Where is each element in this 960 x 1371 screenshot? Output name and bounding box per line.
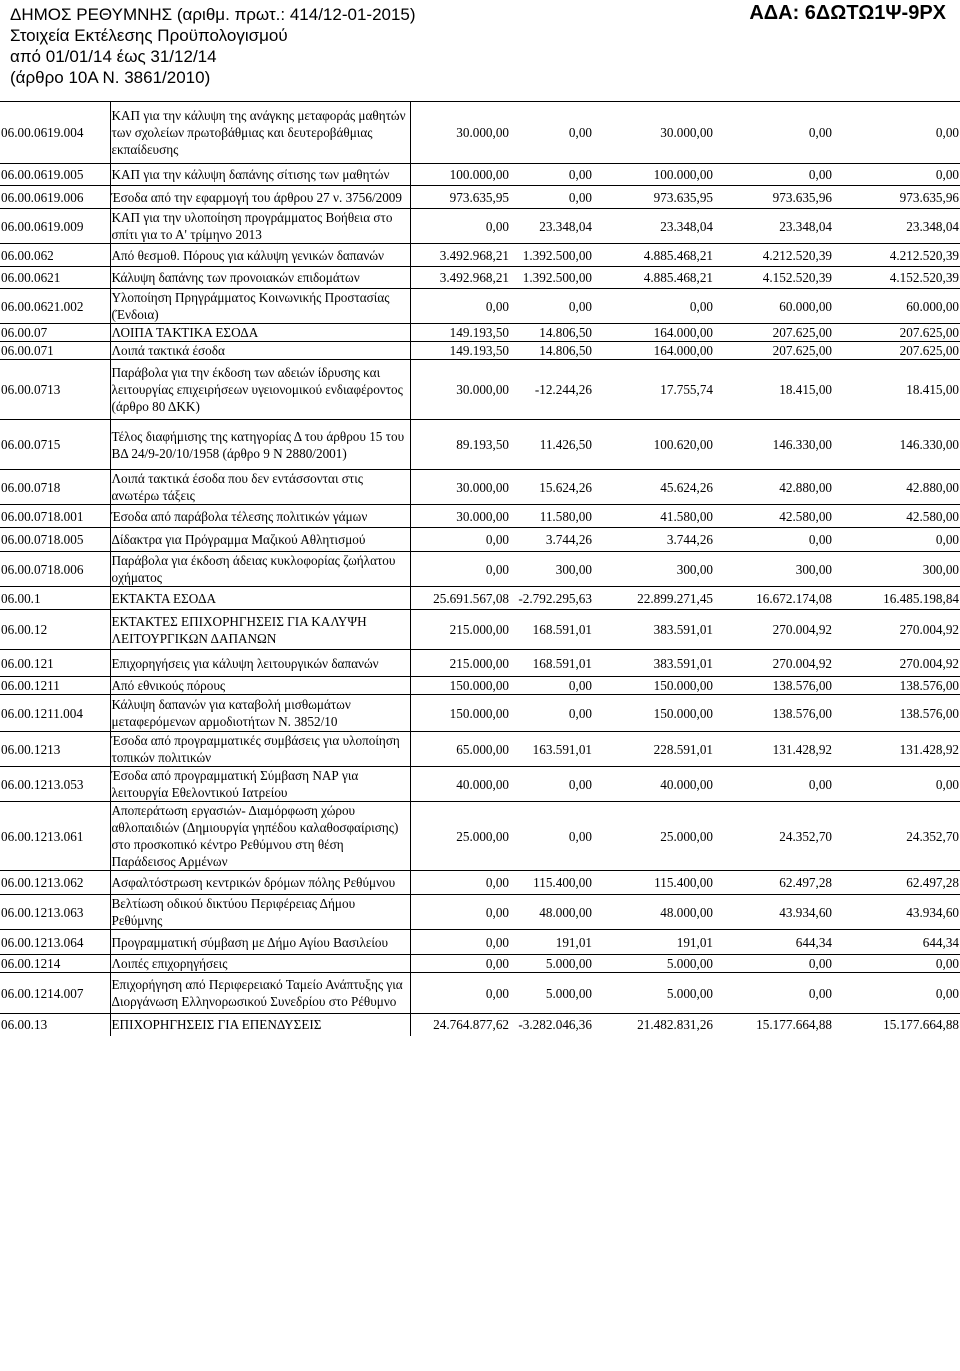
row-code: 06.00.1214: [0, 955, 110, 973]
value-collected: 973.635,96: [833, 186, 960, 209]
value-assessed: 0,00: [714, 102, 833, 164]
report-period: από 01/01/14 έως 31/12/14: [10, 47, 217, 66]
value-assessed: 60.000,00: [714, 289, 833, 324]
value-change: 168.591,01: [510, 650, 593, 677]
value-assessed: 15.177.664,88: [714, 1014, 833, 1036]
value-revised: 164.000,00: [593, 324, 714, 342]
value-revised: 300,00: [593, 552, 714, 587]
value-budgeted: 973.635,95: [410, 186, 510, 209]
value-assessed: 42.880,00: [714, 470, 833, 505]
value-collected: 300,00: [833, 552, 960, 587]
table-row: [0, 930, 960, 955]
value-change: 300,00: [510, 552, 593, 587]
value-collected: 23.348,04: [833, 209, 960, 244]
row-description: Επιχορηγήσεις για κάλυψη λειτουργικών δαπανών: [110, 650, 410, 677]
table-row: [0, 470, 960, 505]
value-budgeted: 25.000,00: [410, 802, 510, 871]
row-description: ΚΑΠ για την υλοποίηση προγράμματος Βοήθεια στο σπίτι για το Α' τρίμηνο 2013: [110, 209, 410, 244]
row-code: 06.00.0619.006: [0, 186, 110, 209]
row-description: Επιχορήγηση από Περιφερειακό Ταμείο Ανάπτυξης για Διοργάνωση Ελληνορωσικού Συνεδρίου στο Ρέθυμνο: [110, 973, 410, 1014]
table-row: [0, 695, 960, 732]
value-budgeted: 0,00: [410, 955, 510, 973]
row-code: 06.00.12: [0, 610, 110, 650]
table-row: [0, 895, 960, 930]
table-row: [0, 1014, 960, 1036]
value-budgeted: 89.193,50: [410, 420, 510, 470]
value-collected: 270.004,92: [833, 650, 960, 677]
value-budgeted: 30.000,00: [410, 470, 510, 505]
value-assessed: 0,00: [714, 973, 833, 1014]
value-assessed: 18.415,00: [714, 360, 833, 420]
value-collected: 0,00: [833, 528, 960, 552]
value-budgeted: 215.000,00: [410, 610, 510, 650]
value-change: 0,00: [510, 289, 593, 324]
row-description: Δίδακτρα για Πρόγραμμα Μαζικού Αθλητισμού: [110, 528, 410, 552]
value-collected: 138.576,00: [833, 695, 960, 732]
value-change: 23.348,04: [510, 209, 593, 244]
value-collected: 138.576,00: [833, 677, 960, 695]
row-code: 06.00.062: [0, 244, 110, 267]
value-assessed: 138.576,00: [714, 695, 833, 732]
value-budgeted: 30.000,00: [410, 102, 510, 164]
row-description: Λοιπά τακτικά έσοδα που δεν εντάσσονται στις ανωτέρω τάξεις: [110, 470, 410, 505]
value-collected: 60.000,00: [833, 289, 960, 324]
row-code: 06.00.071: [0, 342, 110, 360]
row-description: Έσοδα από την εφαρμογή του άρθρου 27 ν. 3756/2009: [110, 186, 410, 209]
value-revised: 115.400,00: [593, 871, 714, 895]
row-description: Κάλυψη δαπανών για καταβολή μισθωμάτων μεταφερόμενων αρμοδιοτήτων Ν. 3852/10: [110, 695, 410, 732]
value-revised: 41.580,00: [593, 505, 714, 528]
value-assessed: 146.330,00: [714, 420, 833, 470]
value-assessed: 300,00: [714, 552, 833, 587]
value-revised: 5.000,00: [593, 955, 714, 973]
report-title: Στοιχεία Εκτέλεσης Προϋπολογισμού: [10, 26, 288, 45]
row-description: ΕΚΤΑΚΤΑ ΕΣΟΔΑ: [110, 587, 410, 610]
row-description: Υλοποίηση Πρηγράμματος Κοινωνικής Προστασίας (Ένδοια): [110, 289, 410, 324]
value-assessed: 207.625,00: [714, 342, 833, 360]
row-description: Κάλυψη δαπάνης των προνοιακών επιδομάτων: [110, 267, 410, 289]
value-change: 1.392.500,00: [510, 267, 593, 289]
table-row: [0, 244, 960, 267]
value-revised: 150.000,00: [593, 695, 714, 732]
value-change: 48.000,00: [510, 895, 593, 930]
value-assessed: 62.497,28: [714, 871, 833, 895]
value-change: 168.591,01: [510, 610, 593, 650]
value-collected: 146.330,00: [833, 420, 960, 470]
value-revised: 40.000,00: [593, 767, 714, 802]
table-row: [0, 650, 960, 677]
value-budgeted: 0,00: [410, 895, 510, 930]
value-collected: 0,00: [833, 955, 960, 973]
value-change: -3.282.046,36: [510, 1014, 593, 1036]
table-row: [0, 767, 960, 802]
table-row: [0, 360, 960, 420]
value-revised: 30.000,00: [593, 102, 714, 164]
table-row: [0, 677, 960, 695]
value-collected: 18.415,00: [833, 360, 960, 420]
value-collected: 16.485.198,84: [833, 587, 960, 610]
value-assessed: 138.576,00: [714, 677, 833, 695]
value-change: 0,00: [510, 767, 593, 802]
value-revised: 4.885.468,21: [593, 267, 714, 289]
value-change: 0,00: [510, 677, 593, 695]
page-header: [0, 0, 960, 96]
row-description: ΛΟΙΠΑ ΤΑΚΤΙΚΑ ΕΣΟΔΑ: [110, 324, 410, 342]
table-row: [0, 732, 960, 767]
value-assessed: 4.212.520,39: [714, 244, 833, 267]
value-revised: 383.591,01: [593, 650, 714, 677]
row-description: Βελτίωση οδικού δικτύου Περιφέρειας Δήμου Ρεθύμνης: [110, 895, 410, 930]
row-code: 06.00.0619.009: [0, 209, 110, 244]
value-budgeted: 149.193,50: [410, 342, 510, 360]
row-description: Έσοδα από προγραμματικές συμβάσεις για υλοποίηση τοπικών πολιτικών: [110, 732, 410, 767]
row-code: 06.00.0619.004: [0, 102, 110, 164]
value-budgeted: 0,00: [410, 209, 510, 244]
table-row: [0, 342, 960, 360]
value-budgeted: 0,00: [410, 973, 510, 1014]
table-row: [0, 420, 960, 470]
value-collected: 131.428,92: [833, 732, 960, 767]
row-code: 06.00.1213.053: [0, 767, 110, 802]
value-assessed: 42.580,00: [714, 505, 833, 528]
value-change: -12.244,26: [510, 360, 593, 420]
row-code: 06.00.13: [0, 1014, 110, 1036]
value-change: 14.806,50: [510, 324, 593, 342]
value-collected: 42.880,00: [833, 470, 960, 505]
value-change: 191,01: [510, 930, 593, 955]
value-revised: 973.635,95: [593, 186, 714, 209]
row-code: 06.00.0621.002: [0, 289, 110, 324]
row-code: 06.00.1213.061: [0, 802, 110, 871]
row-code: 06.00.1213: [0, 732, 110, 767]
table-row: [0, 871, 960, 895]
value-collected: 644,34: [833, 930, 960, 955]
table-row: [0, 209, 960, 244]
value-budgeted: 0,00: [410, 552, 510, 587]
value-revised: 45.624,26: [593, 470, 714, 505]
value-revised: 383.591,01: [593, 610, 714, 650]
value-revised: 21.482.831,26: [593, 1014, 714, 1036]
table-row: [0, 289, 960, 324]
row-description: Λοιπές επιχορηγήσεις: [110, 955, 410, 973]
value-budgeted: 65.000,00: [410, 732, 510, 767]
row-code: 06.00.1: [0, 587, 110, 610]
value-change: 163.591,01: [510, 732, 593, 767]
value-budgeted: 215.000,00: [410, 650, 510, 677]
table-row: [0, 973, 960, 1014]
row-description: Έσοδα από παράβολα τέλεσης πολιτικών γάμων: [110, 505, 410, 528]
row-code: 06.00.0621: [0, 267, 110, 289]
value-change: -2.792.295,63: [510, 587, 593, 610]
value-budgeted: 150.000,00: [410, 677, 510, 695]
table-row: [0, 324, 960, 342]
value-change: 0,00: [510, 695, 593, 732]
table-row: [0, 587, 960, 610]
value-revised: 0,00: [593, 289, 714, 324]
value-budgeted: 0,00: [410, 528, 510, 552]
value-change: 1.392.500,00: [510, 244, 593, 267]
value-revised: 4.885.468,21: [593, 244, 714, 267]
row-code: 06.00.1213.064: [0, 930, 110, 955]
row-description: ΚΑΠ για την κάλυψη δαπάνης σίτισης των μαθητών: [110, 164, 410, 186]
value-change: 14.806,50: [510, 342, 593, 360]
value-assessed: 0,00: [714, 528, 833, 552]
value-budgeted: 0,00: [410, 930, 510, 955]
law-reference: (άρθρο 10Α Ν. 3861/2010): [10, 68, 211, 87]
row-description: Έσοδα από προγραμματική Σύμβαση ΝΑΡ για λειτουργία Εθελοντικού Ιατρείου: [110, 767, 410, 802]
value-collected: 42.580,00: [833, 505, 960, 528]
table-row: [0, 528, 960, 552]
row-code: 06.00.1211: [0, 677, 110, 695]
ada-code: ΑΔΑ: 6ΔΩΤΩ1Ψ-9ΡΧ: [749, 2, 946, 24]
value-assessed: 973.635,96: [714, 186, 833, 209]
row-description: Τέλος διαφήμισης της κατηγορίας Δ του άρθρου 15 του ΒΔ 24/9-20/10/1958 (άρθρο 9 Ν 2880/2001): [110, 420, 410, 470]
value-assessed: 644,34: [714, 930, 833, 955]
value-budgeted: 40.000,00: [410, 767, 510, 802]
value-collected: 207.625,00: [833, 342, 960, 360]
value-budgeted: 149.193,50: [410, 324, 510, 342]
value-collected: 24.352,70: [833, 802, 960, 871]
row-code: 06.00.121: [0, 650, 110, 677]
value-revised: 100.620,00: [593, 420, 714, 470]
value-budgeted: 30.000,00: [410, 360, 510, 420]
table-row: [0, 802, 960, 871]
value-collected: 207.625,00: [833, 324, 960, 342]
row-code: 06.00.07: [0, 324, 110, 342]
value-collected: 4.152.520,39: [833, 267, 960, 289]
municipality-title: ΔΗΜΟΣ ΡΕΘΥΜΝΗΣ (αριθμ. πρωτ.: 414/12-01-2015): [10, 5, 416, 24]
value-revised: 164.000,00: [593, 342, 714, 360]
value-assessed: 23.348,04: [714, 209, 833, 244]
value-change: 0,00: [510, 164, 593, 186]
value-revised: 22.899.271,45: [593, 587, 714, 610]
table-row: [0, 186, 960, 209]
value-revised: 23.348,04: [593, 209, 714, 244]
table-row: [0, 164, 960, 186]
value-assessed: 0,00: [714, 164, 833, 186]
value-budgeted: 25.691.567,08: [410, 587, 510, 610]
value-budgeted: 100.000,00: [410, 164, 510, 186]
row-description: Από εθνικούς πόρους: [110, 677, 410, 695]
header-left: [10, 4, 416, 88]
value-budgeted: 0,00: [410, 289, 510, 324]
value-revised: 3.744,26: [593, 528, 714, 552]
value-collected: 43.934,60: [833, 895, 960, 930]
value-assessed: 43.934,60: [714, 895, 833, 930]
value-collected: 0,00: [833, 767, 960, 802]
value-change: 115.400,00: [510, 871, 593, 895]
row-description: Από θεσμοθ. Πόρους για κάλυψη γενικών δαπανών: [110, 244, 410, 267]
value-assessed: 4.152.520,39: [714, 267, 833, 289]
value-revised: 228.591,01: [593, 732, 714, 767]
value-collected: 15.177.664,88: [833, 1014, 960, 1036]
row-description: Αποπεράτωση εργασιών- Διαμόρφωση χώρου αθλοπαιδιών (Δημιουργία γηπέδου καλαθοσφαίρισης) στο προσκοπικό κέντρο Ρεθύμνου στη θέση Παράδεισος Αρμένων: [110, 802, 410, 871]
table-row: [0, 955, 960, 973]
value-change: 15.624,26: [510, 470, 593, 505]
value-collected: 4.212.520,39: [833, 244, 960, 267]
row-description: ΕΚΤΑΚΤΕΣ ΕΠΙΧΟΡΗΓΗΣΕΙΣ ΓΙΑ ΚΑΛΥΨΗ ΛΕΙΤΟΥΡΓΙΚΩΝ ΔΑΠΑΝΩΝ: [110, 610, 410, 650]
row-description: Προγραμματική σύμβαση με Δήμο Αγίου Βασιλείου: [110, 930, 410, 955]
value-assessed: 207.625,00: [714, 324, 833, 342]
value-change: 5.000,00: [510, 955, 593, 973]
row-code: 06.00.0715: [0, 420, 110, 470]
row-description: ΚΑΠ για την κάλυψη της ανάγκης μεταφοράς μαθητών των σχολείων πρωτοβάθμιας και δευτεροβάθμιας εκπαίδευσης: [110, 102, 410, 164]
row-code: 06.00.0718: [0, 470, 110, 505]
table-row: [0, 505, 960, 528]
row-description: Ασφαλτόστρωση κεντρικών δρόμων πόλης Ρεθύμνου: [110, 871, 410, 895]
row-description: Παράβολα για έκδοση άδειας κυκλοφορίας ζωήλατου οχήματος: [110, 552, 410, 587]
value-revised: 48.000,00: [593, 895, 714, 930]
value-change: 0,00: [510, 186, 593, 209]
row-code: 06.00.1211.004: [0, 695, 110, 732]
value-collected: 0,00: [833, 973, 960, 1014]
value-budgeted: 0,00: [410, 871, 510, 895]
value-assessed: 0,00: [714, 955, 833, 973]
value-revised: 100.000,00: [593, 164, 714, 186]
value-collected: 62.497,28: [833, 871, 960, 895]
value-assessed: 16.672.174,08: [714, 587, 833, 610]
row-code: 06.00.0718.001: [0, 505, 110, 528]
value-revised: 25.000,00: [593, 802, 714, 871]
value-assessed: 0,00: [714, 767, 833, 802]
value-change: 11.426,50: [510, 420, 593, 470]
table-row: [0, 102, 960, 164]
value-change: 0,00: [510, 802, 593, 871]
value-change: 3.744,26: [510, 528, 593, 552]
row-code: 06.00.0718.005: [0, 528, 110, 552]
value-budgeted: 3.492.968,21: [410, 244, 510, 267]
value-revised: 5.000,00: [593, 973, 714, 1014]
value-change: 5.000,00: [510, 973, 593, 1014]
row-code: 06.00.1214.007: [0, 973, 110, 1014]
row-description: Παράβολα για την έκδοση των αδειών ίδρυσης και λειτουργίας επιχειρήσεων υγειονομικού ενδιαφέροντος (άρθρο 80 ΔΚΚ): [110, 360, 410, 420]
value-assessed: 131.428,92: [714, 732, 833, 767]
value-budgeted: 150.000,00: [410, 695, 510, 732]
value-revised: 191,01: [593, 930, 714, 955]
value-collected: 0,00: [833, 102, 960, 164]
row-code: 06.00.0718.006: [0, 552, 110, 587]
row-code: 06.00.1213.063: [0, 895, 110, 930]
row-description: ΕΠΙΧΟΡΗΓΗΣΕΙΣ ΓΙΑ ΕΠΕΝΔΥΣΕΙΣ: [110, 1014, 410, 1036]
value-budgeted: 24.764.877,62: [410, 1014, 510, 1036]
row-description: Λοιπά τακτικά έσοδα: [110, 342, 410, 360]
value-budgeted: 3.492.968,21: [410, 267, 510, 289]
value-assessed: 270.004,92: [714, 650, 833, 677]
row-code: 06.00.0619.005: [0, 164, 110, 186]
value-change: 11.580,00: [510, 505, 593, 528]
value-assessed: 270.004,92: [714, 610, 833, 650]
value-change: 0,00: [510, 102, 593, 164]
row-code: 06.00.0713: [0, 360, 110, 420]
value-collected: 0,00: [833, 164, 960, 186]
value-collected: 270.004,92: [833, 610, 960, 650]
table-row: [0, 267, 960, 289]
table-row: [0, 610, 960, 650]
row-code: 06.00.1213.062: [0, 871, 110, 895]
value-revised: 17.755,74: [593, 360, 714, 420]
table-row: [0, 552, 960, 587]
value-assessed: 24.352,70: [714, 802, 833, 871]
value-revised: 150.000,00: [593, 677, 714, 695]
budget-table: [0, 101, 960, 1036]
value-budgeted: 30.000,00: [410, 505, 510, 528]
